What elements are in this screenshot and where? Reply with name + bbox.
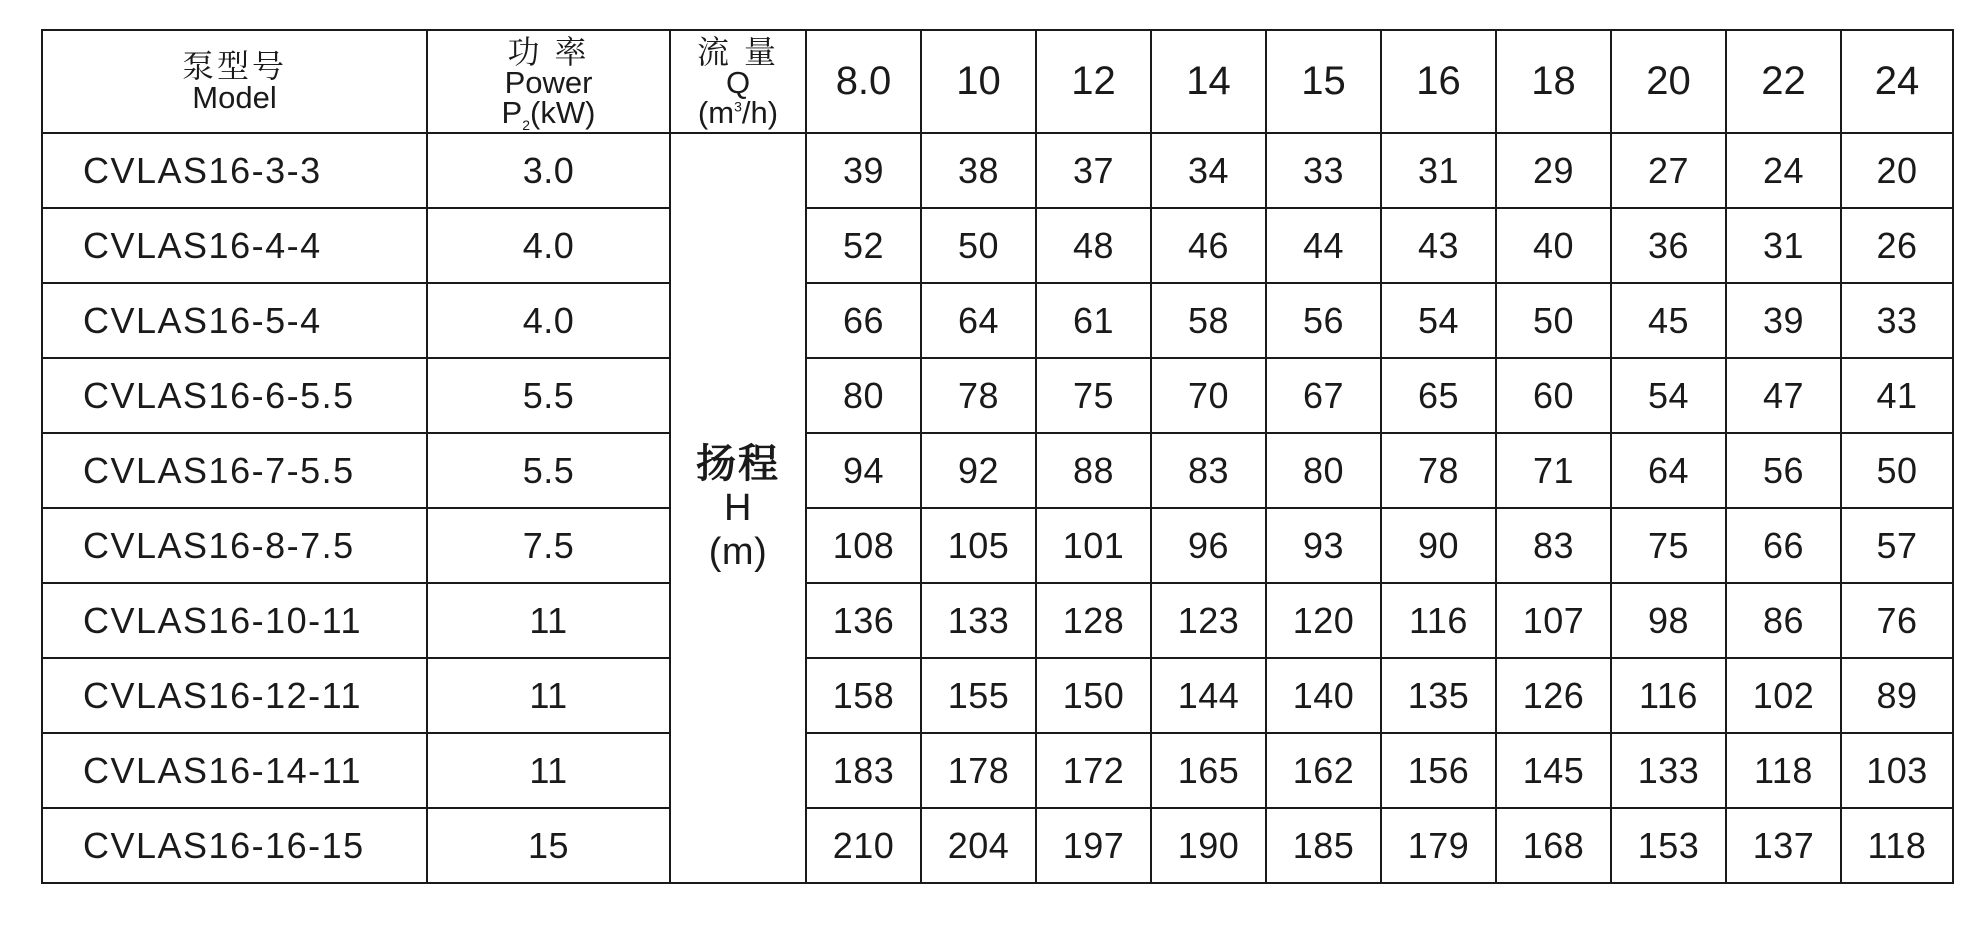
- head-value-cell: 190: [1151, 808, 1266, 883]
- power-cell: 4.0: [427, 283, 670, 358]
- head-value-cell: 140: [1266, 658, 1381, 733]
- head-value-cell: 98: [1611, 583, 1726, 658]
- head-value-cell: 75: [1611, 508, 1726, 583]
- head-value-cell: 47: [1726, 358, 1841, 433]
- head-value-cell: 45: [1611, 283, 1726, 358]
- head-value-cell: 83: [1496, 508, 1611, 583]
- head-value-cell: 156: [1381, 733, 1496, 808]
- table-row: [42, 358, 1953, 433]
- model-cell: CVLAS16-16-15: [42, 808, 427, 883]
- model-header-en: Model: [192, 80, 277, 115]
- head-value-cell: 57: [1841, 508, 1953, 583]
- model-cell: CVLAS16-5-4: [42, 283, 427, 358]
- head-value-cell: 24: [1726, 133, 1841, 208]
- table-row: [42, 433, 1953, 508]
- model-cell: CVLAS16-3-3: [42, 133, 427, 208]
- head-value-cell: 54: [1611, 358, 1726, 433]
- head-value-cell: 204: [921, 808, 1036, 883]
- flow-value-header: 10: [921, 30, 1036, 133]
- head-value-cell: 61: [1036, 283, 1151, 358]
- head-value-cell: 31: [1726, 208, 1841, 283]
- table-row: [42, 733, 1953, 808]
- power-cell: 4.0: [427, 208, 670, 283]
- table-row: [42, 808, 1953, 883]
- head-value-cell: 39: [806, 133, 921, 208]
- head-label-cell: [670, 133, 806, 883]
- head-value-cell: 48: [1036, 208, 1151, 283]
- power-header-unit: $P_2(kW)$: [501, 94, 596, 133]
- head-value-cell: 50: [1841, 433, 1953, 508]
- head-value-cell: 54: [1381, 283, 1496, 358]
- head-label-zh: 扬程: [696, 442, 780, 487]
- head-value-cell: 172: [1036, 733, 1151, 808]
- head-value-cell: 58: [1151, 283, 1266, 358]
- flow-header-en: Q: [725, 65, 751, 101]
- head-value-cell: 144: [1151, 658, 1266, 733]
- head-value-cell: 105: [921, 508, 1036, 583]
- head-value-cell: 66: [1726, 508, 1841, 583]
- model-cell: CVLAS16-14-11: [42, 733, 427, 808]
- head-value-cell: 76: [1841, 583, 1953, 658]
- head-value-cell: 93: [1266, 508, 1381, 583]
- head-value-cell: 39: [1726, 283, 1841, 358]
- head-label-unit: (m): [708, 531, 768, 573]
- power-cell: 5.5: [427, 358, 670, 433]
- head-value-cell: 40: [1496, 208, 1611, 283]
- table-row: [42, 583, 1953, 658]
- head-value-cell: 46: [1151, 208, 1266, 283]
- head-value-cell: 29: [1496, 133, 1611, 208]
- flow-value-header: 24: [1841, 30, 1953, 133]
- head-value-cell: 179: [1381, 808, 1496, 883]
- head-value-cell: 36: [1611, 208, 1726, 283]
- head-value-cell: 92: [921, 433, 1036, 508]
- head-value-cell: 65: [1381, 358, 1496, 433]
- head-value-cell: 133: [921, 583, 1036, 658]
- head-value-cell: 162: [1266, 733, 1381, 808]
- head-value-cell: 153: [1611, 808, 1726, 883]
- power-cell: 11: [427, 658, 670, 733]
- head-value-cell: 56: [1726, 433, 1841, 508]
- head-value-cell: 145: [1496, 733, 1611, 808]
- power-cell: 7.5: [427, 508, 670, 583]
- head-value-cell: 80: [806, 358, 921, 433]
- header-row: [42, 30, 1953, 133]
- flow-header: [670, 30, 806, 133]
- head-value-cell: 78: [1381, 433, 1496, 508]
- head-value-cell: 80: [1266, 433, 1381, 508]
- model-cell: CVLAS16-7-5.5: [42, 433, 427, 508]
- head-value-cell: 34: [1151, 133, 1266, 208]
- head-value-cell: 41: [1841, 358, 1953, 433]
- head-value-cell: 38: [921, 133, 1036, 208]
- head-value-cell: 197: [1036, 808, 1151, 883]
- table-body: [42, 133, 1953, 883]
- flow-value-header: 16: [1381, 30, 1496, 133]
- power-cell: 11: [427, 583, 670, 658]
- head-value-cell: 150: [1036, 658, 1151, 733]
- head-value-cell: 155: [921, 658, 1036, 733]
- head-value-cell: 210: [806, 808, 921, 883]
- model-cell: CVLAS16-6-5.5: [42, 358, 427, 433]
- head-value-cell: 75: [1036, 358, 1151, 433]
- flow-value-header: 20: [1611, 30, 1726, 133]
- head-value-cell: 133: [1611, 733, 1726, 808]
- flow-header-zh: 流 量: [697, 34, 779, 71]
- table-row: [42, 133, 1953, 208]
- head-value-cell: 50: [1496, 283, 1611, 358]
- head-value-cell: 33: [1841, 283, 1953, 358]
- head-value-cell: 83: [1151, 433, 1266, 508]
- model-cell: CVLAS16-10-11: [42, 583, 427, 658]
- head-value-cell: 50: [921, 208, 1036, 283]
- power-header-zh: 功 率: [507, 34, 590, 71]
- power-cell: 15: [427, 808, 670, 883]
- head-value-cell: 78: [921, 358, 1036, 433]
- flow-value-header: 14: [1151, 30, 1266, 133]
- head-value-cell: 123: [1151, 583, 1266, 658]
- head-value-cell: 96: [1151, 508, 1266, 583]
- model-header: [42, 30, 427, 133]
- head-value-cell: 116: [1611, 658, 1726, 733]
- head-value-cell: 67: [1266, 358, 1381, 433]
- head-value-cell: 107: [1496, 583, 1611, 658]
- head-value-cell: 66: [806, 283, 921, 358]
- flow-value-header: 8.0: [806, 30, 921, 133]
- head-value-cell: 94: [806, 433, 921, 508]
- head-value-cell: 118: [1841, 808, 1953, 883]
- head-value-cell: 101: [1036, 508, 1151, 583]
- model-cell: CVLAS16-4-4: [42, 208, 427, 283]
- head-value-cell: 86: [1726, 583, 1841, 658]
- table-row: [42, 283, 1953, 358]
- model-header-zh: 泵型号: [181, 48, 287, 84]
- power-cell: 5.5: [427, 433, 670, 508]
- head-value-cell: 31: [1381, 133, 1496, 208]
- head-value-cell: 44: [1266, 208, 1381, 283]
- model-cell: CVLAS16-12-11: [42, 658, 427, 733]
- head-value-cell: 52: [806, 208, 921, 283]
- head-value-cell: 20: [1841, 133, 1953, 208]
- head-value-cell: 168: [1496, 808, 1611, 883]
- head-value-cell: 70: [1151, 358, 1266, 433]
- power-header-en: Power: [504, 65, 593, 101]
- head-value-cell: 137: [1726, 808, 1841, 883]
- head-value-cell: 108: [806, 508, 921, 583]
- head-value-cell: 136: [806, 583, 921, 658]
- head-value-cell: 60: [1496, 358, 1611, 433]
- flow-header-unit: $(m^3/h)$: [697, 94, 779, 130]
- head-value-cell: 43: [1381, 208, 1496, 283]
- head-value-cell: 178: [921, 733, 1036, 808]
- head-value-cell: 183: [806, 733, 921, 808]
- head-value-cell: 126: [1496, 658, 1611, 733]
- model-cell: CVLAS16-8-7.5: [42, 508, 427, 583]
- flow-value-header: 15: [1266, 30, 1381, 133]
- head-value-cell: 33: [1266, 133, 1381, 208]
- head-value-cell: 120: [1266, 583, 1381, 658]
- head-value-cell: 37: [1036, 133, 1151, 208]
- flow-value-header: 22: [1726, 30, 1841, 133]
- head-value-cell: 185: [1266, 808, 1381, 883]
- head-value-cell: 27: [1611, 133, 1726, 208]
- pump-performance-table: [41, 29, 1954, 884]
- table-row: [42, 208, 1953, 283]
- flow-value-header: 12: [1036, 30, 1151, 133]
- power-cell: 11: [427, 733, 670, 808]
- head-value-cell: 128: [1036, 583, 1151, 658]
- head-value-cell: 71: [1496, 433, 1611, 508]
- head-value-cell: 102: [1726, 658, 1841, 733]
- power-cell: 3.0: [427, 133, 670, 208]
- head-value-cell: 64: [921, 283, 1036, 358]
- head-value-cell: 89: [1841, 658, 1953, 733]
- flow-value-header: 18: [1496, 30, 1611, 133]
- head-value-cell: 116: [1381, 583, 1496, 658]
- head-value-cell: 88: [1036, 433, 1151, 508]
- power-header: [427, 30, 670, 133]
- head-value-cell: 165: [1151, 733, 1266, 808]
- head-value-cell: 56: [1266, 283, 1381, 358]
- head-value-cell: 135: [1381, 658, 1496, 733]
- head-value-cell: 158: [806, 658, 921, 733]
- head-value-cell: 103: [1841, 733, 1953, 808]
- head-value-cell: 64: [1611, 433, 1726, 508]
- head-value-cell: 118: [1726, 733, 1841, 808]
- head-label-symbol: H: [724, 487, 752, 530]
- head-value-cell: 26: [1841, 208, 1953, 283]
- table-row: [42, 658, 1953, 733]
- table-row: [42, 508, 1953, 583]
- head-value-cell: 90: [1381, 508, 1496, 583]
